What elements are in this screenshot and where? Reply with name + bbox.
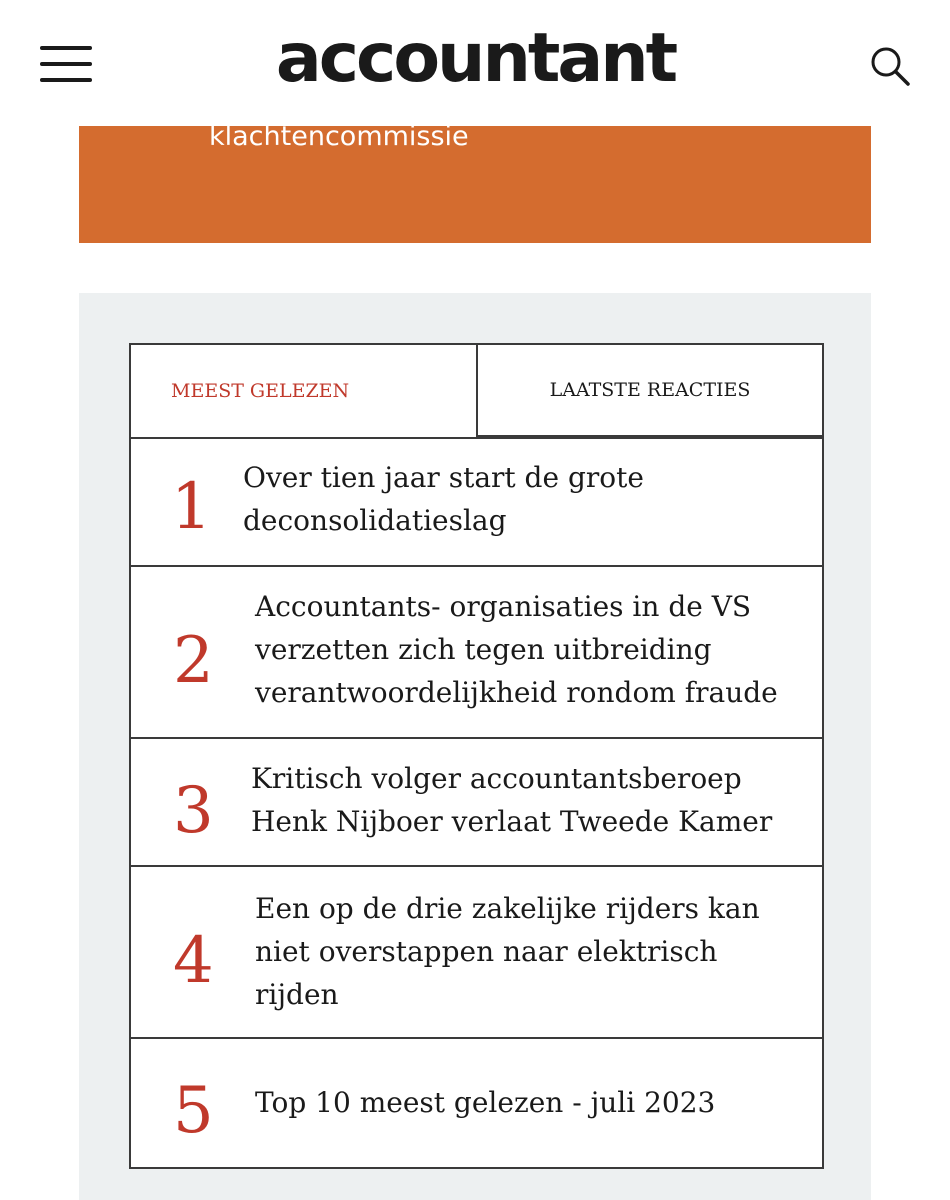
item-title[interactable]: Top 10 meest gelezen - juli 2023	[255, 1086, 716, 1119]
item-title[interactable]: Accountants- organisaties in de VS verzetten zich tegen uitbreiding verantwoordelijkheid rondom fraude	[255, 590, 778, 709]
item-title[interactable]: Kritisch volger accountantsberoep Henk Nijboer verlaat Tweede Kamer	[251, 762, 773, 838]
banner-title: klachtencommissie	[209, 121, 469, 152]
site-logo[interactable]: accountant	[275, 19, 676, 98]
most-read-item-3[interactable]	[131, 737, 822, 867]
article-banner[interactable]	[79, 121, 871, 243]
menu-bar	[40, 62, 92, 66]
most-read-item-1[interactable]	[131, 437, 822, 567]
most-read-item-2[interactable]	[131, 565, 822, 739]
most-read-panel	[79, 293, 871, 1200]
menu-bar	[40, 78, 92, 82]
site-header	[0, 0, 950, 126]
item-rank: 1	[171, 470, 212, 544]
tab-meest-gelezen[interactable]: MEEST GELEZEN	[171, 380, 350, 402]
tab-laatste-reacties[interactable]: LAATSTE REACTIES	[476, 345, 822, 437]
item-rank: 5	[173, 1074, 214, 1148]
item-title[interactable]: Over tien jaar start de grote deconsolidatieslag	[243, 461, 644, 537]
hamburger-menu-icon[interactable]	[40, 44, 94, 84]
most-read-item-5[interactable]	[131, 1037, 822, 1167]
item-rank: 3	[173, 774, 214, 848]
most-read-box	[129, 343, 824, 1169]
most-read-item-4[interactable]	[131, 865, 822, 1039]
item-title[interactable]: Een op de drie zakelijke rijders kan niet overstappen naar elektrisch rijden	[255, 892, 760, 1011]
search-icon-svg	[866, 42, 914, 90]
item-rank: 4	[173, 924, 214, 998]
menu-bar	[40, 46, 92, 50]
item-rank: 2	[173, 624, 214, 698]
search-icon[interactable]	[866, 42, 914, 90]
